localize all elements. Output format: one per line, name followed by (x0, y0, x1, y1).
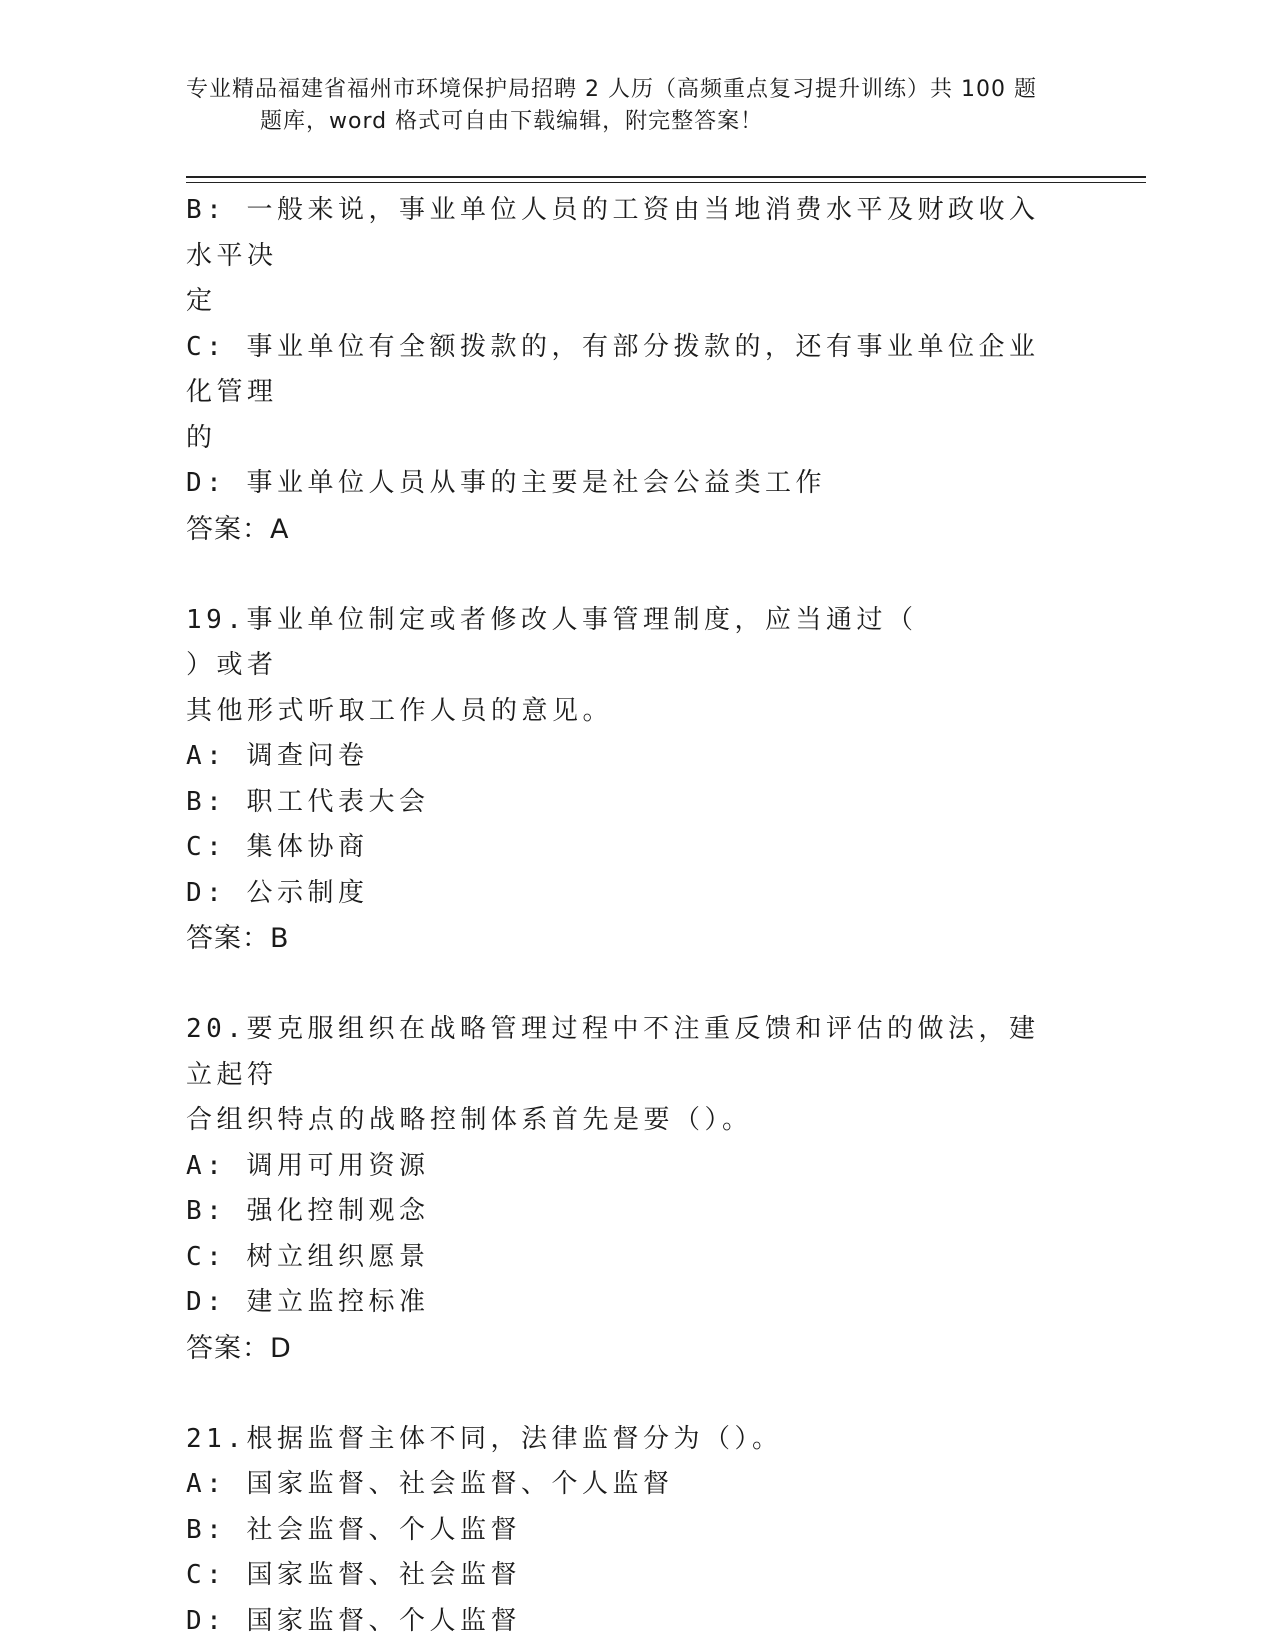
document-header (186, 74, 1086, 138)
question-20 (186, 1007, 1066, 1371)
option-d: D: 建立监控标准 (186, 1287, 430, 1317)
option-b-line-2: 定 (186, 286, 217, 316)
option-d: D: 公示制度 (186, 877, 369, 908)
question-19 (186, 598, 1079, 962)
option-c-line-2: 的 (186, 422, 217, 453)
option-b: B: 职工代表大会 (186, 786, 430, 817)
question-18-tail (186, 188, 1066, 552)
option-b: B: 强化控制观念 (186, 1196, 430, 1226)
option-d: D: 国家监督、个人监督 (186, 1605, 521, 1636)
option-b: B: 社会监督、个人监督 (186, 1514, 521, 1545)
header-rule-thin (186, 182, 1146, 183)
question-20-stem-1: 20.要克服组织在战略管理过程中不注重反馈和评估的做法，建立起符 (186, 1014, 1040, 1090)
option-a: A: 调用可用资源 (186, 1150, 430, 1181)
option-c: C: 集体协商 (186, 832, 369, 862)
option-c-line-1: C: 事业单位有全额拨款的，有部分拨款的，还有事业单位企业化管理 (186, 331, 1040, 407)
question-19-stem-1: 19.事业单位制定或者修改人事管理制度，应当通过（ ）或者 (186, 604, 1079, 680)
option-b-line-1: B: 一般来说，事业单位人员的工资由当地消费水平及财政收入水平决 (186, 195, 1040, 271)
question-21 (186, 1417, 1066, 1645)
option-c: C: 树立组织愿景 (186, 1241, 430, 1272)
answer-18: 答案：A (186, 513, 290, 545)
question-content (186, 188, 1079, 1644)
question-19-stem-2: 其他形式听取工作人员的意见。 (186, 695, 614, 726)
option-a: A: 国家监督、社会监督、个人监督 (186, 1469, 674, 1499)
option-a: A: 调查问卷 (186, 741, 369, 771)
answer-20: 答案：D (186, 1332, 292, 1364)
header-rule-thick (186, 176, 1146, 178)
answer-19: 答案：B (186, 923, 290, 954)
option-c: C: 国家监督、社会监督 (186, 1560, 521, 1590)
option-d: D: 事业单位人员从事的主要是社会公益类工作 (186, 468, 826, 498)
header-line-2: 题库，word 格式可自由下载编辑，附完整答案！ (260, 109, 764, 134)
question-20-stem-2: 合组织特点的战略控制体系首先是要（）。 (186, 1105, 753, 1135)
header-line-1: 专业精品福建省福州市环境保护局招聘 2 人历（高频重点复习提升训练）共 100 题 (186, 77, 1037, 102)
question-21-stem: 21.根据监督主体不同，法律监督分为（）。 (186, 1423, 783, 1454)
